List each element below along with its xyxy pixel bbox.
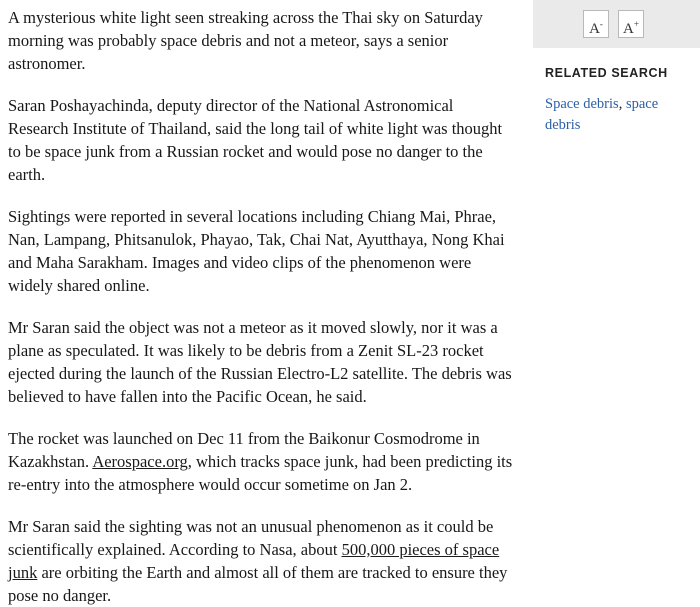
increase-font-size-button[interactable] — [618, 10, 644, 38]
article-paragraph: Mr Saran said the object was not a meteor as it moved slowly, nor it was a plane as speculated. It was likely to be debris from a Zenit SL-23 rocket ejected during the launch of the Russian Electro-L2 satellite. The debris was believed to have fallen into the Pacific Ocean, he said. — [8, 318, 512, 406]
space-junk-link[interactable]: 500,000 pieces of space junk — [8, 540, 500, 582]
paragraph-text-after-link: , which tracks space junk, had been predicting its re-entry into the atmosphere would occur sometime on Jan 2. — [8, 452, 513, 494]
related-link-2[interactable]: space debris — [545, 96, 659, 133]
article-paragraph: Saran Poshayachinda, deputy director of the National Astronomical Research Institute of Thailand, said the long tail of white light was thought to be space junk from a Russian rocket and would pose no danger to the earth. — [8, 96, 503, 184]
decrease-font-size-button[interactable] — [583, 10, 609, 38]
article-paragraph: A mysterious white light seen streaking across the Thai sky on Saturday morning was probably space debris and not a meteor, says a senior astronomer. — [8, 8, 483, 73]
related-link-1[interactable]: Space debris — [545, 96, 619, 112]
decrease-font-sup: - — [599, 19, 603, 29]
paragraph-text-before-link: The rocket was launched on Dec 11 from the Baikonur Cosmodrome in Kazakhstan. — [8, 429, 480, 471]
related-search-heading: RELATED SEARCH — [545, 66, 668, 80]
related-search-section — [533, 48, 700, 136]
article-paragraph-with-link — [8, 515, 516, 607]
related-link-separator: , — [618, 96, 623, 112]
increase-font-sup: + — [633, 19, 639, 29]
paragraph-text-after-link: are orbiting the Earth and almost all of them are tracked to ensure they pose no danger. — [8, 563, 508, 605]
article-paragraph: Sightings were reported in several locations including Chiang Mai, Phrae, Nan, Lampang, Phitsanulok, Phayao, Tak, Chai Nat, Ayutthaya, Nong Khai and Maha Sarakham. Images and video clips of the phenomenon were widely shared online. — [8, 207, 505, 295]
font-size-toolbar — [533, 0, 700, 48]
aerospace-link[interactable]: Aerospace.org — [92, 452, 188, 471]
increase-font-label: A — [623, 21, 634, 37]
related-search-links — [545, 94, 688, 136]
decrease-font-label: A — [589, 21, 600, 37]
article-paragraph-with-link — [8, 427, 516, 496]
sidebar — [533, 0, 700, 566]
paragraph-text-before-link: Mr Saran said the sighting was not an unusual phenomenon as it could be scientifically explained. According to Nasa, about — [8, 517, 494, 559]
